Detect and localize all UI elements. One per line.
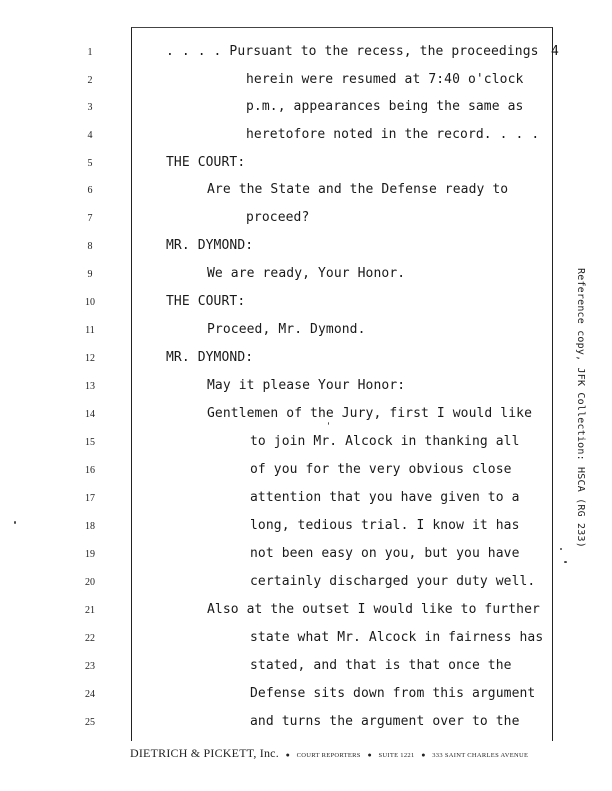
line-number: 23 (85, 661, 95, 672)
transcript-line: attention that you have given to a (250, 490, 520, 505)
line-number: 5 (87, 158, 93, 169)
scan-speck (560, 548, 562, 550)
transcript-line: May it please Your Honor: (207, 378, 406, 393)
line-number: 22 (85, 633, 95, 644)
archive-reference-stamp: Reference copy, JFK Collection: HSCA (RG 233) (575, 268, 586, 548)
line-number: 19 (85, 549, 95, 560)
transcript-line: Gentlemen of the Jury, first I would like (207, 406, 532, 421)
line-number: 7 (87, 213, 93, 224)
transcript-line: Defense sits down from this argument (250, 686, 536, 701)
firm-name: DIETRICH & PICKETT, Inc. (130, 746, 279, 760)
line-number: 10 (85, 297, 95, 308)
bullet-icon: ● (285, 751, 290, 759)
line-number: 20 (85, 577, 95, 588)
bullet-icon: ● (367, 751, 372, 759)
transcript-line: Also at the outset I would like to further (207, 602, 540, 617)
transcript-line: heretofore noted in the record. . . . (246, 127, 540, 142)
scan-speck (14, 521, 16, 524)
footer-address: 333 SAINT CHARLES AVENUE (432, 752, 529, 759)
transcript-line: long, tedious trial. I know it has (250, 518, 520, 533)
line-number: 16 (85, 465, 95, 476)
transcript-line: not been easy on you, but you have (250, 546, 520, 561)
line-number: 1 (87, 47, 93, 58)
scan-speck (564, 561, 567, 563)
transcript-line: of you for the very obvious close (250, 462, 512, 477)
transcript-line: We are ready, Your Honor. (207, 266, 406, 281)
transcript-line: herein were resumed at 7:40 o'clock (246, 72, 524, 87)
reporter-footer (130, 746, 560, 761)
transcript-line: and turns the argument over to the (250, 714, 520, 729)
line-number: 21 (85, 605, 95, 616)
transcript-line: to join Mr. Alcock in thanking all (250, 434, 520, 449)
transcript-line: state what Mr. Alcock in fairness has (250, 630, 544, 645)
line-number: 17 (85, 493, 95, 504)
transcript-line: Are the State and the Defense ready to (207, 182, 509, 197)
line-number: 24 (85, 689, 95, 700)
line-number: 3 (87, 102, 93, 113)
transcript-line: MR. DYMOND: (166, 350, 254, 365)
line-number: 6 (87, 185, 93, 196)
transcript-line: certainly discharged your duty well. (250, 574, 536, 589)
transcript-line: stated, and that is that once the (250, 658, 512, 673)
line-number: 9 (87, 269, 93, 280)
footer-reporters: COURT REPORTERS (296, 752, 361, 759)
line-number: 12 (85, 353, 95, 364)
scan-speck (328, 422, 329, 425)
footer-suite: SUITE 1221 (378, 752, 415, 759)
line-number: 15 (85, 437, 95, 448)
line-number: 25 (85, 717, 95, 728)
bullet-icon: ● (421, 751, 426, 759)
line-number: 14 (85, 409, 95, 420)
line-number: 4 (87, 130, 93, 141)
line-number: 18 (85, 521, 95, 532)
transcript-line: . . . . Pursuant to the recess, the proceedings (166, 44, 539, 59)
transcript-line: Proceed, Mr. Dymond. (207, 322, 366, 337)
line-number: 8 (87, 241, 93, 252)
transcript-line: proceed? (246, 210, 310, 225)
transcript-line: p.m., appearances being the same as (246, 99, 524, 114)
page-number: 4 (551, 44, 559, 59)
line-number: 13 (85, 381, 95, 392)
transcript-line: THE COURT: (166, 294, 246, 309)
transcript-line: MR. DYMOND: (166, 238, 254, 253)
line-number: 2 (87, 75, 93, 86)
transcript-line: THE COURT: (166, 155, 246, 170)
line-number: 11 (85, 325, 95, 336)
